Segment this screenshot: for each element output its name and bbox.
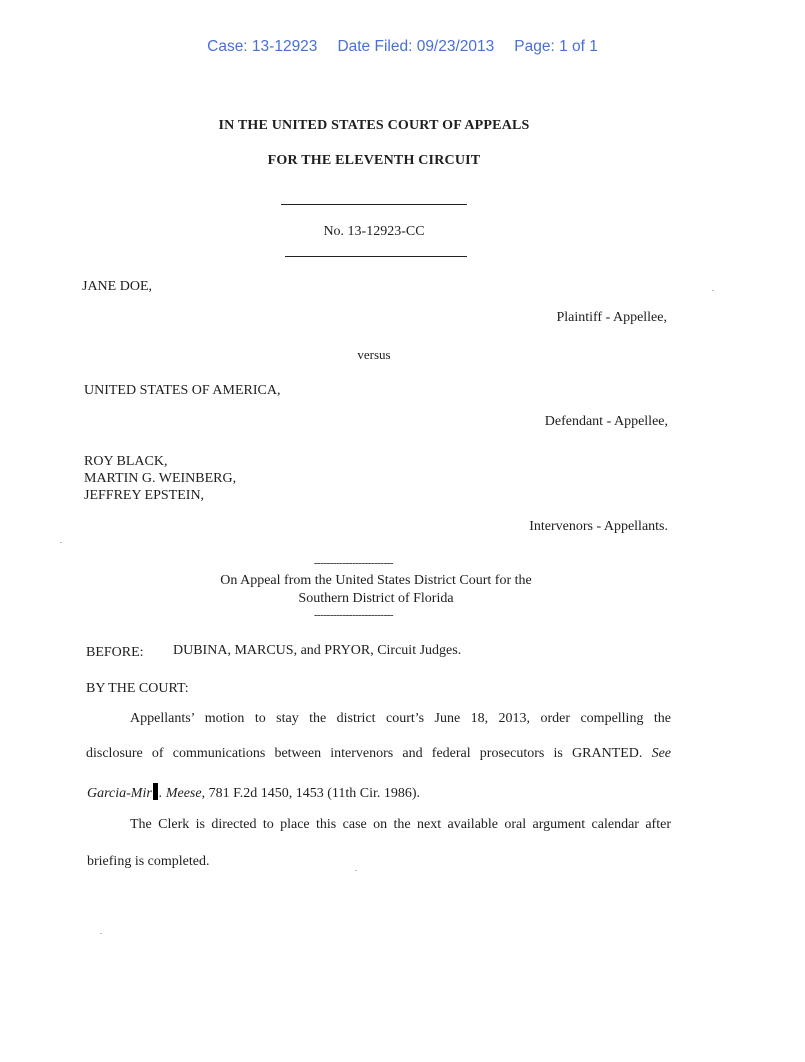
scan-speck <box>60 542 62 543</box>
intervenor-name: ROY BLACK, <box>84 454 168 469</box>
divider-rule-bottom <box>285 256 467 257</box>
case-citation-name-a: Garcia-Mir <box>87 786 152 801</box>
order-paragraph1-line3 <box>87 783 420 802</box>
order-paragraph1-line1: Appellants’ motion to stay the district court’s June 18, 2013, order compelling the <box>130 711 671 726</box>
scan-speck <box>355 870 357 871</box>
redaction-mark <box>153 783 158 800</box>
appeal-line2: Southern District of Florida <box>298 591 454 606</box>
before-label: BEFORE: <box>86 645 144 660</box>
intervenor-name: MARTIN G. WEINBERG, <box>84 471 237 486</box>
appeal-separator-bottom: ------------------------- <box>314 609 394 621</box>
appeal-line1: On Appeal from the United States District Court for the <box>220 573 532 588</box>
plaintiff-name: JANE DOE, <box>82 279 152 294</box>
panel-judges: DUBINA, MARCUS, and PRYOR, Circuit Judges. <box>173 643 462 658</box>
order-text: disclosure of communications between intervenors and federal prosecutors is GRANTED. <box>86 746 643 761</box>
court-name-line1: IN THE UNITED STATES COURT OF APPEALS <box>218 118 530 133</box>
date-filed-stamp: Date Filed: 09/23/2013 <box>337 38 495 55</box>
intervenors-role: Intervenors - Appellants. <box>529 519 668 534</box>
by-the-court-label: BY THE COURT: <box>86 681 189 696</box>
case-citation: , 781 F.2d 1450, 1453 (11th Cir. 1986). <box>201 786 421 801</box>
intervenor-name: JEFFREY EPSTEIN, <box>84 488 205 503</box>
plaintiff-role: Plaintiff - Appellee, <box>556 310 667 325</box>
appeal-separator-top: ------------------------- <box>314 557 394 569</box>
court-name-line2: FOR THE ELEVENTH CIRCUIT <box>267 153 481 168</box>
order-paragraph2-line2: briefing is completed. <box>87 854 210 869</box>
divider-rule-top <box>281 204 467 205</box>
scan-speck <box>712 290 714 291</box>
case-number-stamp: Case: 13-12923 <box>207 38 318 55</box>
defendant-name: UNITED STATES OF AMERICA, <box>84 383 281 398</box>
docket-number: No. 13-12923-CC <box>323 224 425 239</box>
order-paragraph2-line1: The Clerk is directed to place this case on the next available oral argument calendar after <box>130 817 671 832</box>
page-number-stamp: Page: 1 of 1 <box>514 38 598 55</box>
versus-label: versus <box>357 347 391 362</box>
see-signal: See <box>651 746 672 761</box>
filing-stamp <box>0 38 805 56</box>
case-citation-name-b: . Meese <box>158 786 202 801</box>
scan-speck <box>100 933 102 934</box>
defendant-role: Defendant - Appellee, <box>544 414 668 429</box>
order-paragraph1-line2 <box>86 746 671 762</box>
